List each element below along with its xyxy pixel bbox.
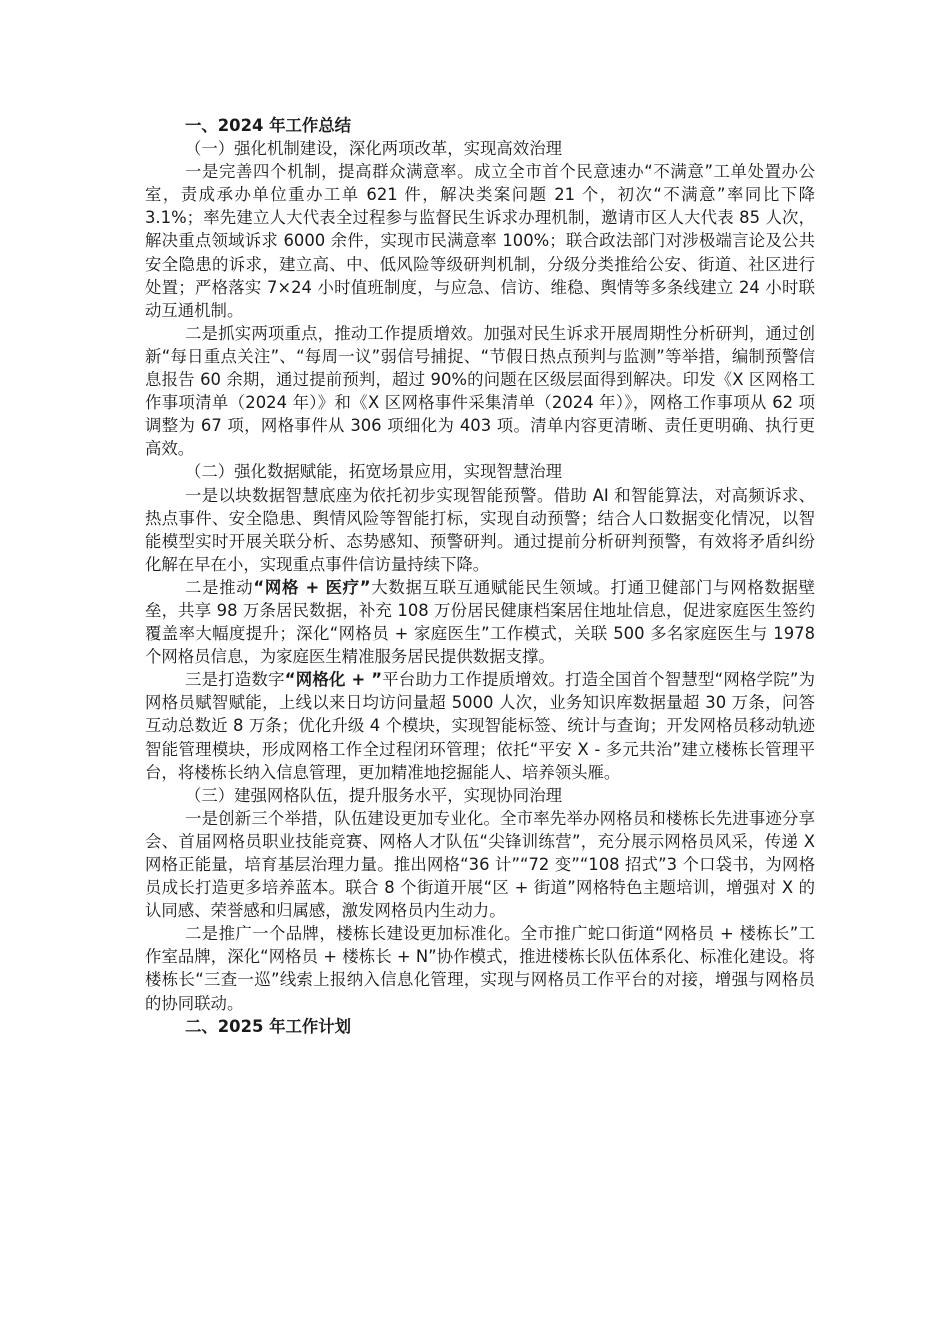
subsection-heading-team: （三）建强网格队伍，提升服务水平，实现协同治理 bbox=[185, 785, 562, 805]
grid-platform-keyword: “网格化 + ” bbox=[284, 670, 382, 690]
paragraph-grid-platform bbox=[145, 668, 815, 783]
grid-platform-rest: 平台助力工作提质增效。打造全国首个智慧型“网格学院”为网格员赋智赋能，上线以来日均访问量超 5000 人次，业务知识库数据量超 30 万条，问答互动总数近 8 万条；优化升级 4 个模块，实现智能标签、统计与查询；开发网格员移动轨迹智能管理模块，形成网格工作全过程闭环管理；依托“平安 X - 多元共治”建立楼栋长管理平台，将楼栋长纳入信息管理，更加精准地挖掘能人、培养领头雁。 bbox=[145, 670, 815, 782]
subsection-heading-data: （二）强化数据赋能，拓宽场景应用，实现智慧治理 bbox=[185, 462, 562, 482]
grid-medical-lead: 二是推动 bbox=[185, 577, 254, 597]
paragraph-smart-warning: 一是以块数据智慧底座为依托初步实现智能预警。借助 AI 和智能算法，对高频诉求、热点事件、安全隐患、舆情风险等智能打标，实现自动预警；结合人口数据变化情况，以智能模型实时开展关联分析、态势感知、预警研判。通过提前分析研判预警，有效将矛盾纠纷化解在早在小，实现重点事件信访量持续下降。 bbox=[145, 485, 815, 574]
grid-platform-lead: 三是打造数字 bbox=[185, 670, 285, 690]
paragraph-three-measures: 一是创新三个举措，队伍建设更加专业化。全市率先举办网格员和楼栋长先进事迹分享会、首届网格员职业技能竞赛、网格人才队伍“尖锋训练营”，充分展示网格员风采，传递 X 网格正能量，培育基层治理力量。推出网格“36 计”“72 变”“108 招式”3 个口袋书，为网格员成长打造更多培养蓝本。联合 8 个街道开展“区 + 街道”网格特色主题培训，增强对 X 的认同感、荣誉感和归属感，激发网格员内生动力。 bbox=[145, 808, 815, 921]
grid-medical-keyword: “网格 + 医疗” bbox=[253, 577, 371, 597]
paragraph-four-mechanisms: 一是完善四个机制，提高群众满意率。成立全市首个民意速办“不满意”工单处置办公室，责成承办单位重办工单 621 件，解决类案问题 21 个，初次“不满意”率同比下降 3.1%；率先建立人大代表全过程参与监督民生诉求办理机制，邀请市区人大代表 85 人次，解决重点领域诉求 6000 余件，实现市民满意率 100%；联合政法部门对涉极端言论及公共安全隐患的诉求，建立高、中、低风险等级研判机制，分级分类推给公安、街道、社区进行处置；严格落实 7×24 小时值班制度，与应急、信访、维稳、舆情等多条线建立 24 小时联动互通机制。 bbox=[145, 162, 815, 320]
grid-medical-rest: 大数据互联互通赋能民生领域。打通卫健部门与网格数据壁垒，共享 98 万条居民数据，补充 108 万份居民健康档案居住地址信息，促进家庭医生签约覆盖率大幅度提升；深化“网格员 + 家庭医生”工作模式，关联 500 多名家庭医生与 1978 个网格员信息，为家庭医生精准服务居民提供数据支撑。 bbox=[145, 577, 815, 667]
paragraph-one-brand: 二是推广一个品牌，楼栋长建设更加标准化。全市推广蛇口街道“网格员 + 楼栋长”工作室品牌，深化“网格员 + 楼栋长 + N”协作模式，推进楼栋长队伍体系化、标准化建设。将楼栋长“三查一巡”线索上报纳入信息化管理，实现与网格员工作平台的对接，增强与网格员的协同联动。 bbox=[145, 924, 815, 1013]
paragraph-grid-medical bbox=[145, 576, 815, 668]
document-page bbox=[145, 114, 815, 1038]
section-heading-2024-summary: 一、2024 年工作总结 bbox=[185, 116, 352, 135]
paragraph-two-priorities: 二是抓实两项重点，推动工作提质增效。加强对民生诉求开展周期性分析研判，通过创新“每日重点关注”、“每周一议”弱信号捕捉、“节假日热点预判与监测”等举措，编制预警信息报告 60 余期，通过提前预判，超过 90%的问题在区级层面得到解决。印发《X 区网格工作事项清单（2024 年）》和《X 区网格事件采集清单（2024 年）》，网格工作事项从 62 项调整为 67 项，网格事件从 306 项细化为 403 项。清单内容更清晰、责任更明确、执行更高效。 bbox=[145, 323, 815, 459]
section-heading-2025-plan: 二、2025 年工作计划 bbox=[185, 1016, 352, 1036]
subsection-heading-mechanism: （一）强化机制建设，深化两项改革，实现高效治理 bbox=[185, 139, 562, 159]
